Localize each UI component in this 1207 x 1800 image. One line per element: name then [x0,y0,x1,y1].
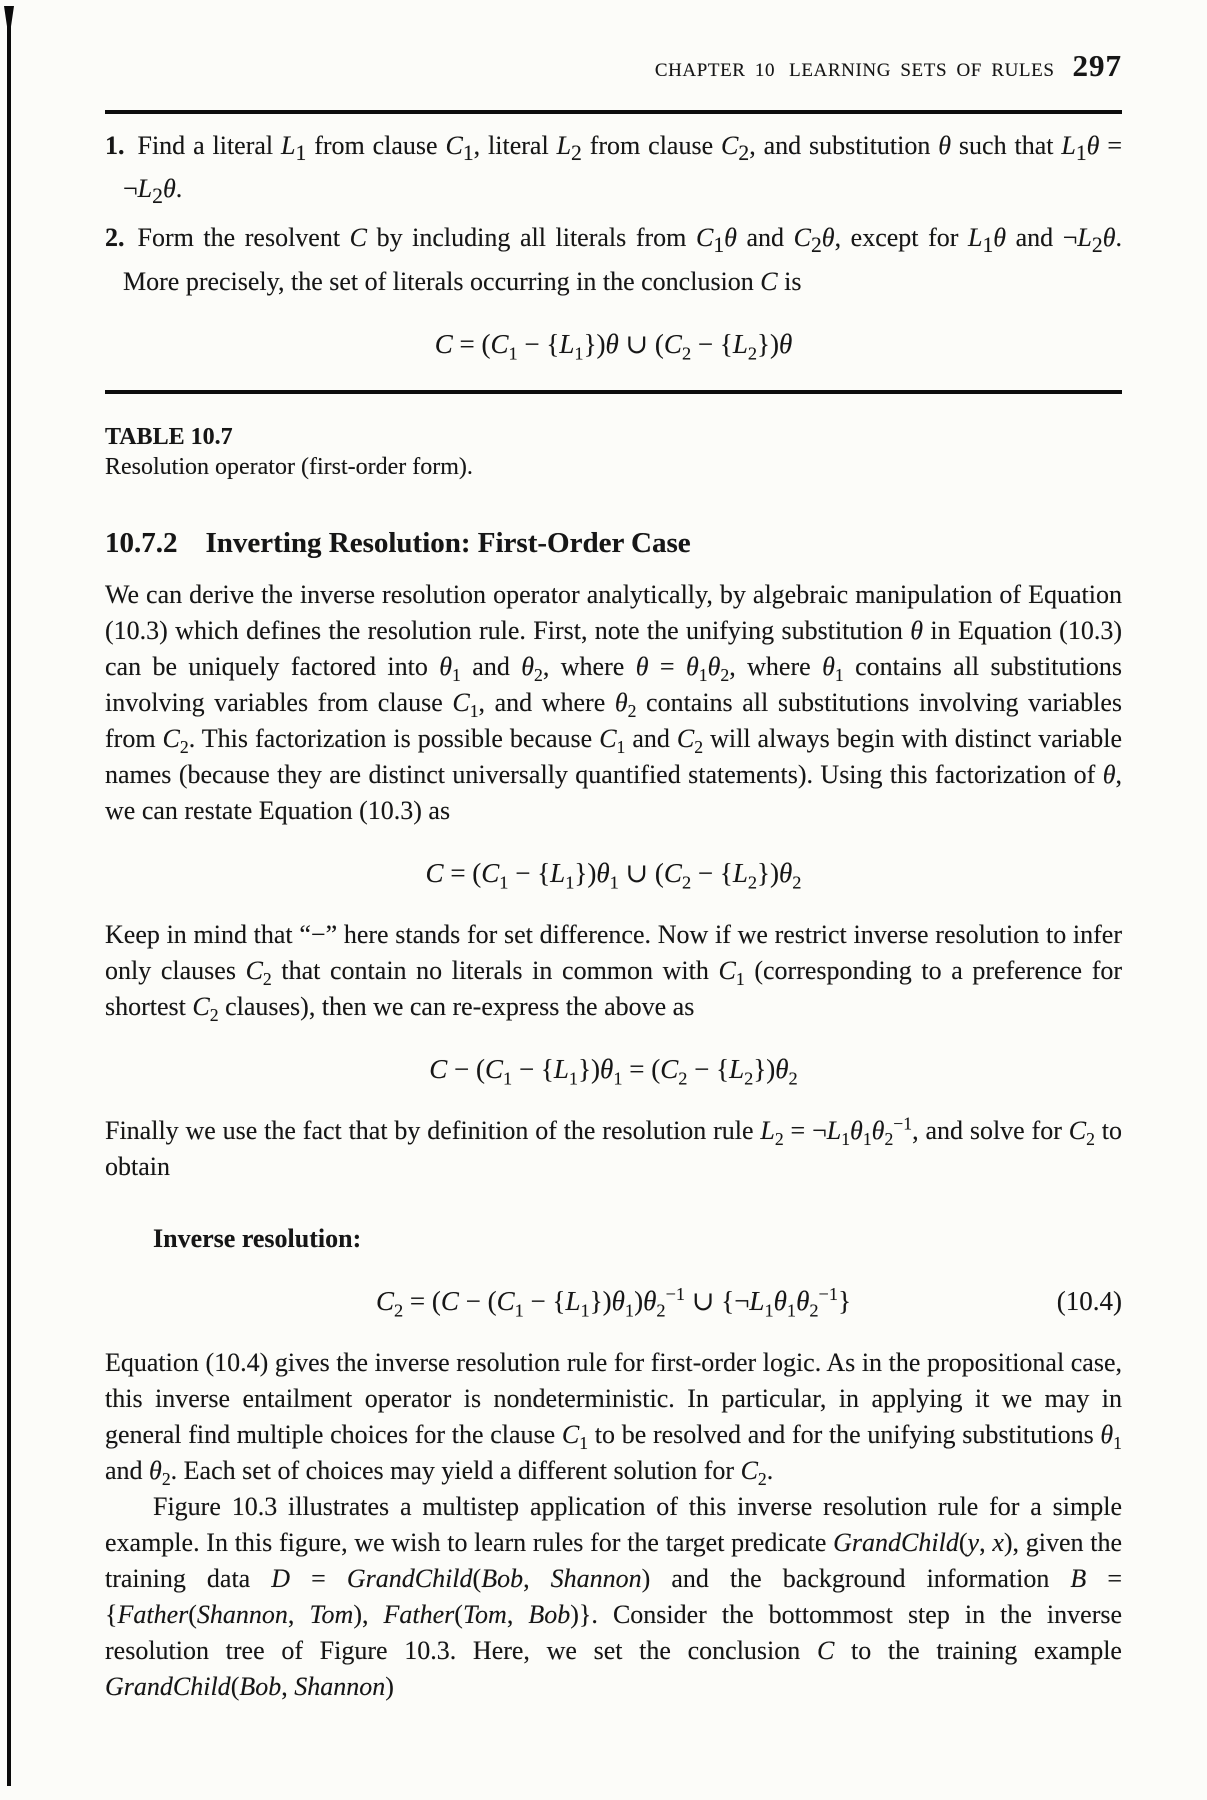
paragraph-4: Equation (10.4) gives the inverse resolution rule for first-order logic. As in the propositional case, this inverse entailment operator is nondeterministic. In particular, in applying it we may in general find multiple choices for the clause $C_1$ to be resolved and for the unifying substitutions $\theta_1$ and $\theta_2$. Each set of choices may yield a different solution for $C_2$. [105,1347,1123,1489]
list-item-2-text: Form the resolvent C by including all literals from $C_1\theta$ and $C_2\theta$, except for $L_1\theta$ and $\neg L_2\theta$. More precisely, the set of literals occurring in the conclusion C is [123,223,1122,296]
running-header-title: LEARNING SETS OF RULES [789,60,1055,81]
paragraph-1: We can derive the inverse resolution operator analytically, by algebraic manipulation of Equation (10.3) which defines the resolution rule. First, note the unifying substitution θ in Equation (10.3) can be uniquely factored into $\theta_1$ and $\theta_2$, where $\theta = \theta_1\theta_2$, where $\theta_1$ contains all substitutions involving variables from clause $C_1$, and where $\theta_2$ contains all substitutions involving variables from $C_2$. This factorization is possible because $C_1$ and $C_2$ will always begin with distinct variable names (because they are distinct universally quantified statements). Using this factorization of θ, we can restate Equation (10.3) as [105,579,1123,825]
table-caption [105,422,1122,483]
running-header-chapter: CHAPTER 10 [654,60,776,81]
list-item-1 [105,128,1122,214]
table-caption-label: TABLE 10.7 [105,423,233,450]
page-content [105,0,1122,1705]
resolution-equation: $C = (C_1 - \{L_1\})\theta$ ∪ $(C_2 - \{L_2\})\theta$ [434,328,793,363]
equation-reexpressed: $C - (C_1 - \{L_1\})\theta_1 = (C_2 - \{L_2\})\theta_2$ [429,1053,798,1088]
inverse-resolution-label: Inverse resolution: [153,1223,362,1253]
scan-artifact-line [7,8,11,1786]
equation-restated: $C = (C_1 - \{L_1\})\theta_1$ ∪ $(C_2 - \{L_2\})\theta_2$ [425,857,802,892]
table-top-rule [105,110,1122,114]
paragraph-5: Figure 10.3 illustrates a multistep application of this inverse resolution rule for a simple example. In this figure, we wish to learn rules for the target predicate GrandChild(y, x), given the training data D = GrandChild(Bob, Shannon) and the background information B = {Father(Shannon, Tom), Father(Tom, Bob)}. Consider the bottommost step in the inverse resolution tree of Figure 10.3. Here, we set the conclusion C to the training example GrandChild(Bob, Shannon) [105,1491,1123,1701]
list-item-1-text: Find a literal $L_1$ from clause $C_1$, literal $L_2$ from clause $C_2$, and substitution θ such that $L_1\theta$ = $\neg L_2\theta$. [123,131,1122,209]
section-heading [105,525,1122,561]
table-caption-text: Resolution operator (first-order form). [105,453,473,480]
section-title: Inverting Resolution: First-Order Case [205,526,691,559]
table-10-7-box [105,110,1122,483]
list-item-2 [105,220,1122,299]
paragraph-2: Keep in mind that “−” here stands for set difference. Now if we restrict inverse resolution to infer only clauses $C_2$ that contain no literals in common with $C_1$ (corresponding to a preference for shortest $C_2$ clauses), then we can re-express the above as [105,919,1123,1025]
equation-10-4-body: $C_2 = (C - (C_1 - \{L_1\})\theta_1)\theta_2^{-1}$ ∪ $\{\neg L_1\theta_1\theta_2^{-1}\}$ [375,1283,852,1320]
paragraph-3: Finally we use the fact that by definition of the resolution rule $L_2$ = $\neg L_1\theta_1\theta_2^{-1}$, and solve for $C_2$ to obtain [105,1112,1122,1181]
equation-10-4 [105,1281,1122,1321]
resolution-operator-steps [105,128,1122,300]
list-item-1-number: 1. [105,131,125,160]
section-number: 10.7.2 [105,526,178,559]
equation-10-4-number: (10.4) [1056,1285,1122,1316]
running-header [105,0,1122,84]
page-number: 297 [1072,48,1122,83]
list-item-2-number: 2. [105,223,125,253]
table-bottom-rule [105,390,1122,394]
